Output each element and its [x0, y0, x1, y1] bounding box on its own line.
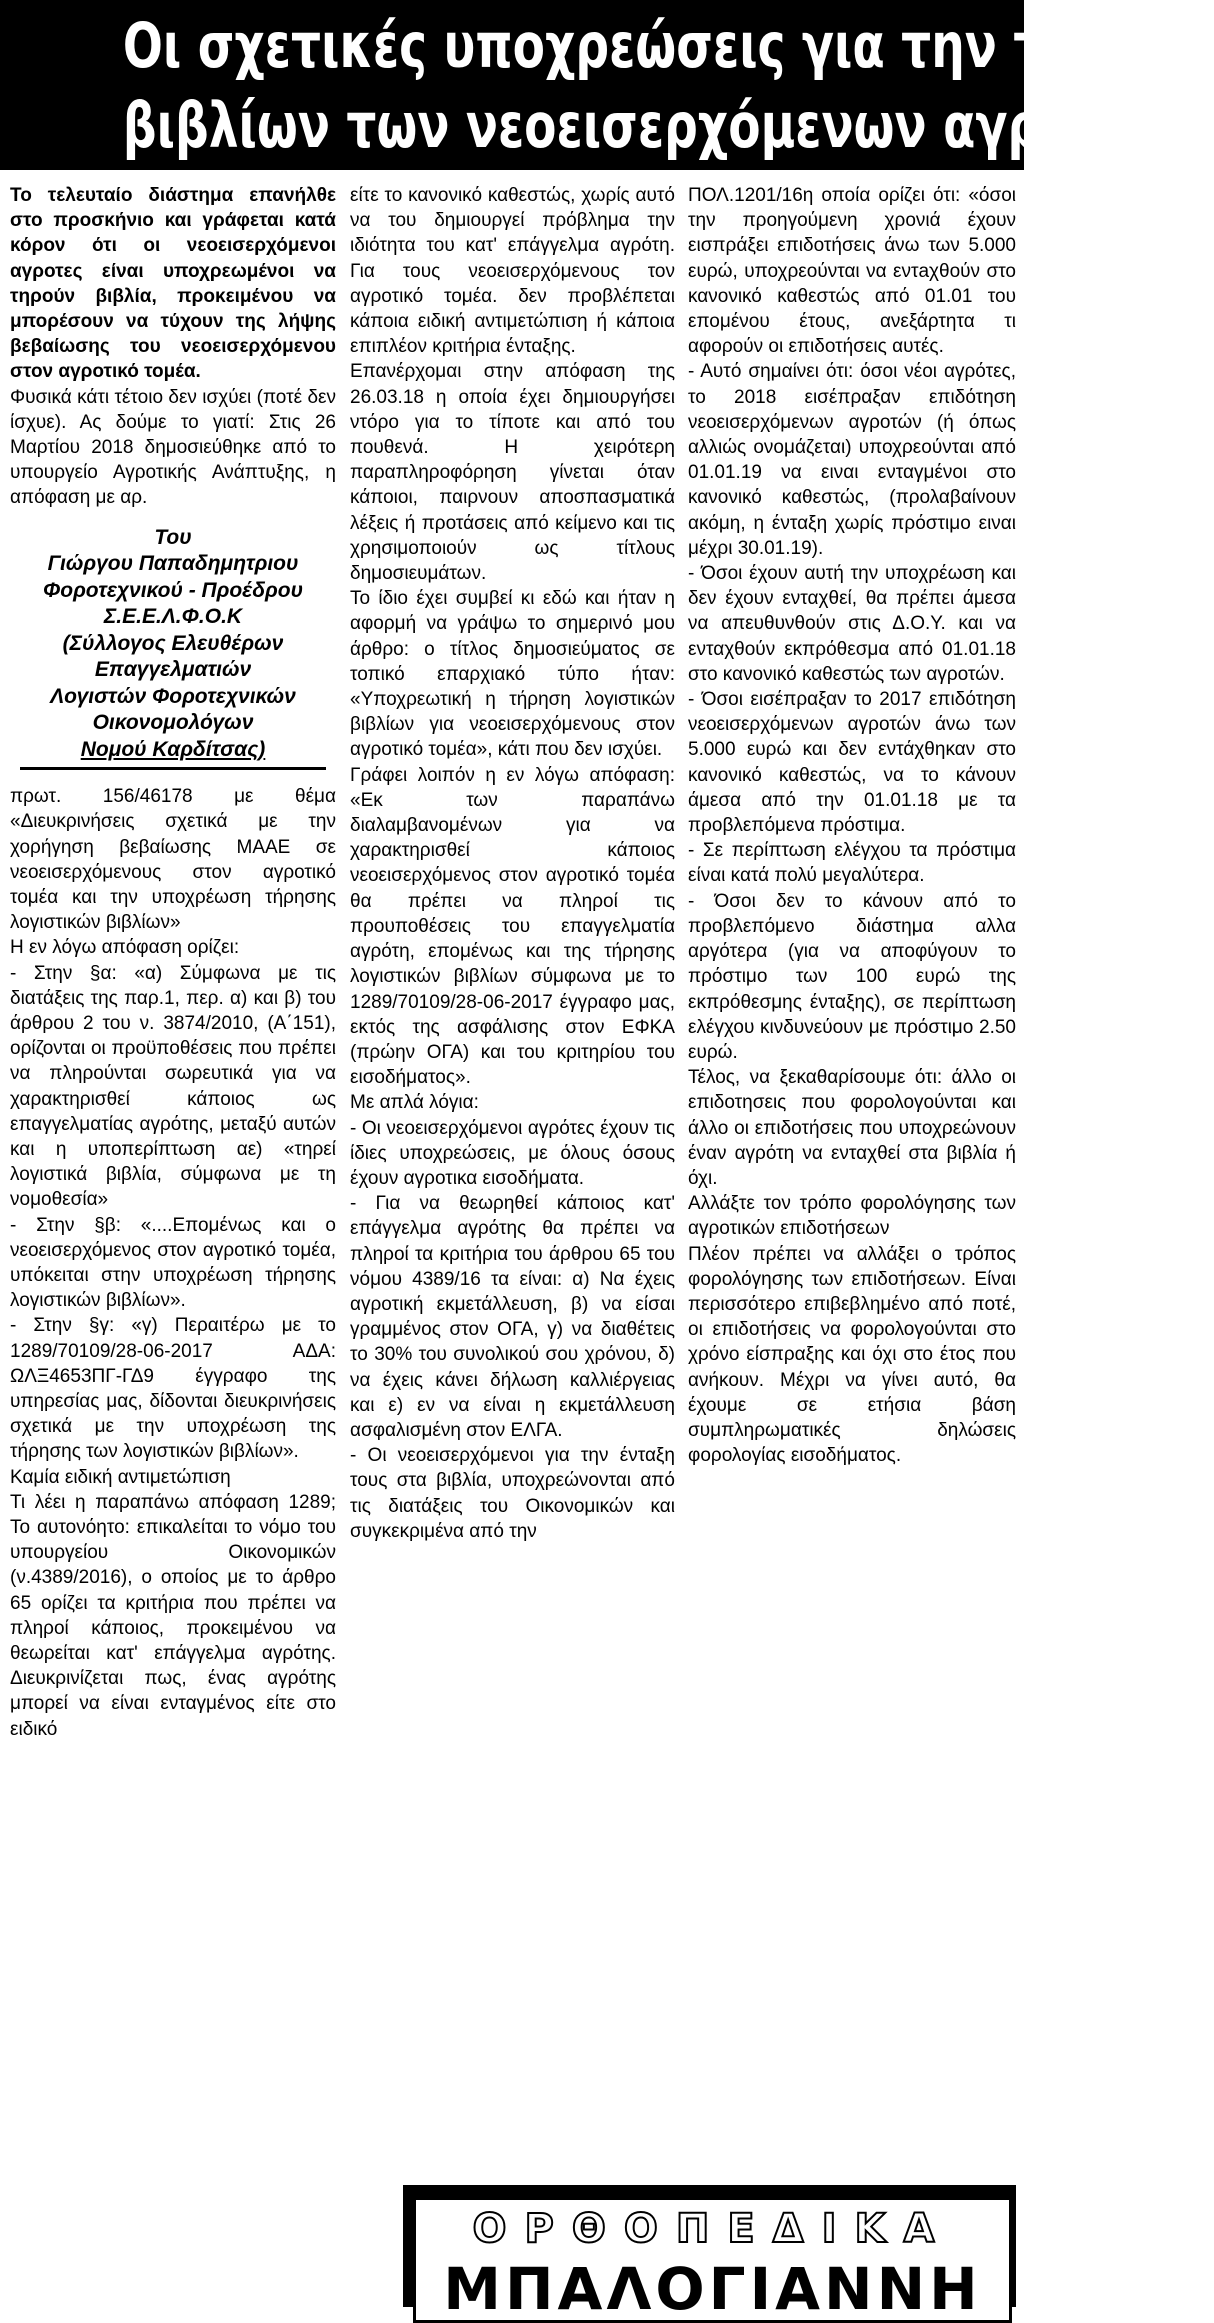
ad-brand-name: ΜΠΑΛΟΓΙΑΝΝΗ: [443, 2255, 982, 2323]
byline-line: Οικονομολόγων: [92, 711, 254, 735]
byline-line: Επαγγελματιών: [94, 658, 252, 682]
byline-line: Νομού Καρδίτσας): [80, 737, 266, 761]
article-column-1: [10, 183, 336, 1742]
ad-headline: ΟΡΘΟΠΕΔΙΚΑ: [472, 2206, 953, 2252]
paragraph: - Όσοι δεν το κάνουν από το προβλεπόμενο διάστημα αλλα αργότερα (για να αποφύγουν το πρόστιμο των 100 ευρώ της εκπρόθεσμης ένταξης), σε περίπτωση ελέγχου κινδυνεύουν με πρόστιμο 2.50 ευρώ.: [688, 890, 1016, 1063]
paragraph: Τέλος, να ξεκαθαρίσουμε ότι: άλλο οι επιδοτησεις που φορολογούνται και άλλο οι επιδοτήσεις που υποχρεώνουν έναν αγρότη να ενταχθεί στα βιβλία ή όχι.: [688, 1067, 1016, 1189]
author-byline: [10, 525, 336, 771]
subheading: Αλλάξτε τον τρόπο φορολόγησης των αγροτικών επιδοτήσεων: [688, 1193, 1016, 1240]
lead-paragraph: Το τελευταίο διάστημα επανήλθε στο προσκήνιο και γράφεται κατά κόρον ότι οι νεοεισερχόμενοι αγροτες είναι υποχρεωμένοι να τηρούν βιβλία, προκειμένου να μπορέσουν να τύχουν της λήψης βεβαίωσης του νεοεισερχόμενου στον αγροτικό τομέα.: [10, 185, 336, 383]
headline-line-2: βιβλίων των νεοεισερχόμενων αγροτών: [122, 89, 1177, 162]
byline-line: Σ.Ε.Ε.Λ.Φ.Ο.Κ: [103, 605, 243, 629]
paragraph: πρωτ. 156/46178 με θέμα «Διευκρινήσεις σχετικά με την χορήγηση βεβαίωσης ΜΑΑΕ σε νεοεισερχόμενους στον αγροτικό τομέα και την υποχρέωση τήρησης λογιστικών βιβλίων»: [10, 786, 336, 934]
paragraph: Επανέρχομαι στην απόφαση της 26.03.18 η οποία έχει δημιουργήσει ντόρο για το τίποτε και από του πουθενά. Η χειρότερη παραπληροφόρηση γίνεται όταν κάποιοι, παιρνουν αποσπασματικά λέξεις ή προτάσεις από κείμενο και τις χρησιμοποιούν ως τίτλους δημοσιευμάτων.: [350, 361, 675, 585]
byline-line: Του: [154, 525, 192, 549]
headline-bar: [0, 0, 1214, 170]
paragraph: - Οι νεοεισερχόμενοι αγρότες έχουν τις ίδιες υποχρεώσεις, με όλους όσους έχουν αγροτικα εισοδήματα.: [350, 1117, 675, 1189]
author-role: Φοροτεχνικού - Προέδρου: [43, 578, 303, 602]
paragraph: - Οι νεοεισερχόμενοι για την ένταξη τους στα βιβλία, υποχρεώνονται από τις διατάξεις του Οικονομικών και συγκεκριμένα από την: [350, 1445, 675, 1542]
paragraph: - Για να θεωρηθεί κάποιος κατ' επάγγελμα αγρότης θα πρέπει να πληροί τα κριτήρια του άρθρου 65 του νόμου 4389/16 τα είναι: α) Να έχεις αγροτική εκμετάλλευση, β) να είσαι γραμμένος στον ΟΓΑ, γ) να διαθέτεις το 30% του συνολικού σου χρόνου, δ) να έχεις κάνει δήλωση καλλιέργειας και ε) εν να είναι η εκμετάλλευση ασφαλισμένη στον ΕΛΓΑ.: [350, 1193, 675, 1441]
advertisement: [403, 2185, 1016, 2323]
paragraph: - Όσοι έχουν αυτή την υποχρέωση και δεν έχουν ενταχθεί, θα πρέπει άμεσα να απευθυνθούν στις Δ.Ο.Υ. και να ενταχθούν εκπρόθεσμα από 01.01.18 στο κανονικό καθεστώς των αγροτών.: [688, 563, 1016, 685]
paragraph: - Όσοι εισέπραξαν το 2017 επιδότηση νεοεισερχόμενων αγροτών άνω των 5.000 ευρώ και δεν εντάχθηκαν στο κανονικό καθεστώς, να το κάνουν άμεσα από την 01.01.18 με τα προβλεπόμενα πρόστιμα.: [688, 689, 1016, 837]
paragraph: - Στην §γ: «γ) Περαιτέρω με το 1289/70109/28-06-2017 ΑΔΑ: ΩΛΞ4653ΠΓ-ΓΔ9 έγγραφο της υπηρεσίας μας, δίδονται διευκρινήσεις σχετικά με την υποχρέωση της τήρησης των λογιστικών βιβλίων».: [10, 1315, 336, 1463]
paragraph: είτε το κανονικό καθεστώς, χωρίς αυτό να του δημιουργεί πρόβλημα την ιδιότητα του κατ' επάγγελμα αγρότη. Για τους νεοεισερχόμενους τον αγροτικό τομέα. δεν προβλέπεται κάποια ειδική αντιμετώπιση ή κάποια επιπλέον κριτήρια ένταξης.: [350, 185, 675, 358]
paragraph: Τι λέει η παραπάνω απόφαση 1289; Το αυτονόητο: επικαλείται το νόμο του υπουργείου Οικονομικών (ν.4389/2016), ο οποίος με το άρθρο 65 ορίζει τα κριτήρια που πρέπει να πληροί κάποιος, προκειμένου να θεωρείται κατ' επάγγελμα αγρότης. Διευκρινίζεται πως, ένας αγρότης μπορεί να είναι ενταγμένος είτε στο ειδικό: [10, 1491, 336, 1740]
paragraph: Πλέον πρέπει να αλλάξει ο τρόπος φορολόγησης των επιδοτήσεων. Είναι περισσότερο επιβεβλημένο από ποτέ, οι επιδοτήσεις να φορολογούνται στο χρόνο είσπραξης και όχι στο έτος που ανήκουν. Μέχρι να γίνει αυτό, θα έχουμε σε ετήσια βάση συμπληρωματικές δηλώσεις φορολογίας εισοδήματος.: [688, 1243, 1016, 1467]
paragraph: - Στην §β: «....Επομένως και ο νεοεισερχόμενος στον αγροτικό τομέα, υπόκειται στην υποχρέωση τήρησης λογιστικών βιβλίων».: [10, 1214, 336, 1312]
article-column-2: [350, 183, 675, 1544]
byline-line: Λογιστών Φοροτεχνικών: [50, 684, 296, 708]
byline-divider: [20, 767, 326, 770]
paragraph: ΠΟΛ.1201/16η οποία ορίζει ότι: «όσοι την προηγούμενη χρονιά έχουν εισπράξει επιδοτήσεις άνω των 5.000 ευρώ, υποχρεούνται να εντaχθούν στο κανονικό καθεστώς από 01.01 του επομένου έτους, ανεξάρτητα τι αφορούν οι επιδοτήσεις αυτές.: [688, 185, 1016, 358]
byline-line: (Σύλλογος Ελευθέρων: [62, 631, 284, 655]
paragraph: Η εν λόγω απόφαση ορίζει:: [10, 937, 240, 959]
paragraph: - Στην §α: «α) Σύμφωνα με τις διατάξεις της παρ.1, περ. α) και β) του άρθρου 2 του ν. 3874/2010, (Α΄151), ορίζονται οι προϋποθέσεις που πρέπει να πληρούνται σωρευτικά για να χαρακτηρισθεί κάποιος ως επαγγελματίας αγρότης, μεταξύ αυτών και η υποπερίπτωση αε) «τηρεί λογιστικά βιβλία, σύμφωνα με τη νομοθεσία»: [10, 962, 336, 1211]
paragraph: Με απλά λόγια:: [350, 1092, 479, 1114]
headline-line-1: Οι σχετικές υποχρεώσεις για την τήρηση: [122, 9, 1214, 82]
paragraph: Γράφει λοιπόν η εν λόγω απόφαση: «Εκ των παραπάνω διαλαμβανομένων για να χαρακτηρισθεί κάποιος νεοεισερχόμενος στον αγροτικό τομέα θα πρέπει να πληροί τις προυποθέσεις του επαγγελματία αγρότη, επομένως και της τήρησης λογιστικών βιβλίων σύμφωνα με το 1289/70109/28-06-2017 έγγραφο μας, εκτός της ασφάλισης στον ΕΦΚΑ (πρώην ΟΓΑ) και του κριτηρίου του εισοδήματος».: [350, 764, 675, 1089]
paragraph: Φυσικά κάτι τέτοιο δεν ισχύει (ποτέ δεν ίσχυε). Ας δούμε το γιατί: Στις 26 Μαρτίου 2018 δημοσιεύθηκε από το υπουργείο Αγροτικής Ανάπτυξης, η απόφαση με αρ.: [10, 386, 336, 509]
subheading: Καμία ειδική αντιμετώπιση: [10, 1466, 231, 1488]
article-column-3: [688, 183, 1016, 1468]
paragraph: - Αυτό σημαίνει ότι: όσοι νέοι αγρότες, το 2018 εισέπραξαν επιδότηση νεοεισερχόμενων αγροτών (ή όπως αλλιώς ονομάζεται) υποχρεούνται από 01.01.19 να ειναι ενταγμένοι στο κανονικό καθεστώς, (προλαβαίνουν ακόμη, η ένταξη χωρίς πρόστιμο ειναι μέχρι 30.01.19).: [688, 361, 1016, 559]
paragraph: - Σε περίπτωση ελέγχου τα πρόστιμα είναι κατά πολύ μεγαλύτερα.: [688, 840, 1016, 887]
author-name: Γιώργου Παπαδημητριου: [47, 552, 299, 576]
advertisement-panel: [413, 2197, 1012, 2323]
paragraph: Το ίδιο έχει συμβεί κι εδώ και ήταν η αφορμή να γράψω το σημερινό μου άρθρο: ο τίτλος δημοσιεύματος σε τοπικό επαρχιακό τύπο ήταν: «Υποχρεωτική η τήρηση λογιστικών βιβλίων για νεοεισερχόμενους στον αγροτικό τομέα», κάτι που δεν ισχύει.: [350, 588, 675, 761]
